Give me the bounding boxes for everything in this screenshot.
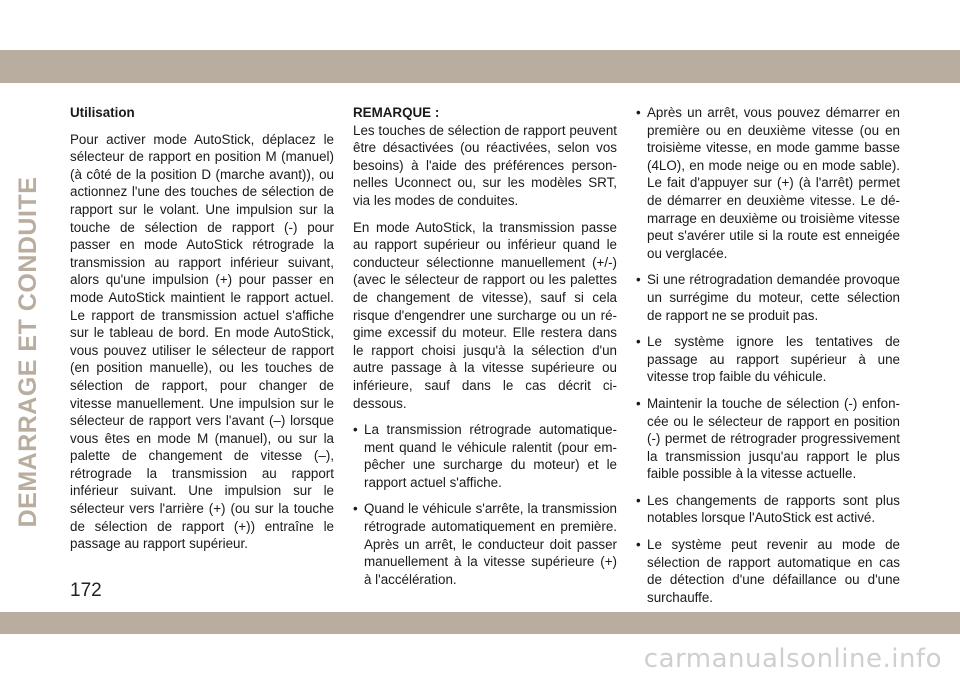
list-item [636,536,900,606]
note-heading: REMARQUE : [353,105,440,120]
list-item [636,271,900,324]
column-1 [70,104,334,562]
list-item-text: Les changements de rapports sont plus notables lorsque l'AutoStick est activé. [647,492,900,526]
bullet-icon: • [353,501,358,517]
note-text: Les touches de sélection de rapport peuvent être désactivées (ou réactivées, selon vos besoins) à l'aide des préférences personnelles Uconnect ou, sur les modèles SRT, via les modes de conduites. [353,122,617,208]
bullet-icon: • [636,272,641,288]
bullet-icon: • [636,395,641,411]
watermark-text[interactable]: carmanualsonline.info [643,644,942,674]
list-item-text: Le système ignore les tentatives de passage au rapport supérieur à une vitesse trop faible du véhicule. [647,334,900,385]
list-item-text: La transmission rétrograde automatiquement quand le véhicule ralentit (pour empêcher une surcharge du moteur) et le rapport actuel s'affiche. [364,422,617,490]
top-margin [0,0,960,50]
header-band [0,50,960,83]
list-item-text: Le système peut revenir au mode de sélection de rapport automatique en cas de détection d'une défaillance ou d'une surchauffe. [647,537,900,605]
section-heading: Utilisation [70,105,135,120]
bullet-icon: • [353,422,358,438]
bullet-icon: • [636,537,641,553]
column-3 [636,104,900,615]
paragraph-autostick-usage: Pour activer mode AutoStick, déplacez le sélecteur de rapport en position M (manuel) (à côté de la position D (marche avant)), ou actionnez l'une des touches de sélection de rapport sur le volant. Une impulsion sur la touche de sélection de rapport (-) pour passer en mode AutoStick rétrograde la transmission au rapport inférieur suivant, alors qu'une impulsion (+) pour passer en mode AutoStick maintient le rapport actuel. Le rapport de transmission actuel s'affiche sur le tableau de bord. En mode AutoStick, vous pouvez utiliser le sélecteur de rapport (en position manuelle), ou les touches de sélection de rapport, pour changer de vitesse manuellement. Une impulsion sur le sélecteur de rapport vers l'avant (–) lorsque vous êtes en mode M (manuel), ou sur la palette de changement de vitesse (–), rétrograde la transmission au rapport inférieur suivant. Une impulsion sur le sélecteur vers l'arrière (+) (ou sur la touche de sélection de rapport (+)) entraîne le passage au rapport supérieur. [70,131,334,552]
list-item-text: Maintenir la touche de sélection (-) enfoncée ou le sélecteur de rapport en position (-) permet de rétrograder progressivement la transmission jusqu'au rapport le plus faible possible à la vitesse actuelle. [647,395,900,482]
list-item-text: Après un arrêt, vous pouvez démarrer en première ou en deuxième vitesse (ou en troisième vitesse, en mode gamme basse (4LO), en mode neige ou en mode sable). Le fait d'appuyer sur (+) (à l'arrêt) permet de démarrer en deuxième vitesse. Le démarrage en deuxième ou troisième vitesse peut s'avérer utile si la route est enneigée ou verglacée. [647,105,900,261]
list-item [636,333,900,386]
bullet-icon: • [636,334,641,350]
paragraph-autostick-mode: En mode AutoStick, la transmission passe au rapport supérieur ou inférieur quand le conducteur sélectionne manuellement (+/-) (avec le sélecteur de rapport ou les palettes de changement de vitesse), sauf si cela risque d'engendrer une surcharge ou un régime excessif du moteur. Elle restera dans le rapport choisi jusqu'à la sélection d'un autre passage à la vitesse supérieure ou inférieure, sauf dans le cas décrit ci-dessous. [353,219,617,411]
bullet-icon: • [636,492,641,508]
column-2 [353,104,617,597]
list-item [636,492,900,527]
list-item-text: Si une rétrogradation demandée provoque un surrégime du moteur, cette sélection de rapport ne se produit pas. [647,272,900,323]
list-item [353,421,617,491]
footer-band [0,612,960,634]
list-item [636,395,900,483]
bullet-icon: • [636,105,641,120]
list-item [636,104,900,262]
list-item-text: Quand le véhicule s'arrête, la transmission rétrograde automatiquement en première. Après un arrêt, le conducteur doit passer manuellement à la vitesse supérieure (+) à l'accélération. [364,501,617,587]
page-number: 172 [70,580,102,601]
list-item [353,500,617,588]
chapter-side-title: DEMARRAGE ET CONDUITE [14,176,42,528]
